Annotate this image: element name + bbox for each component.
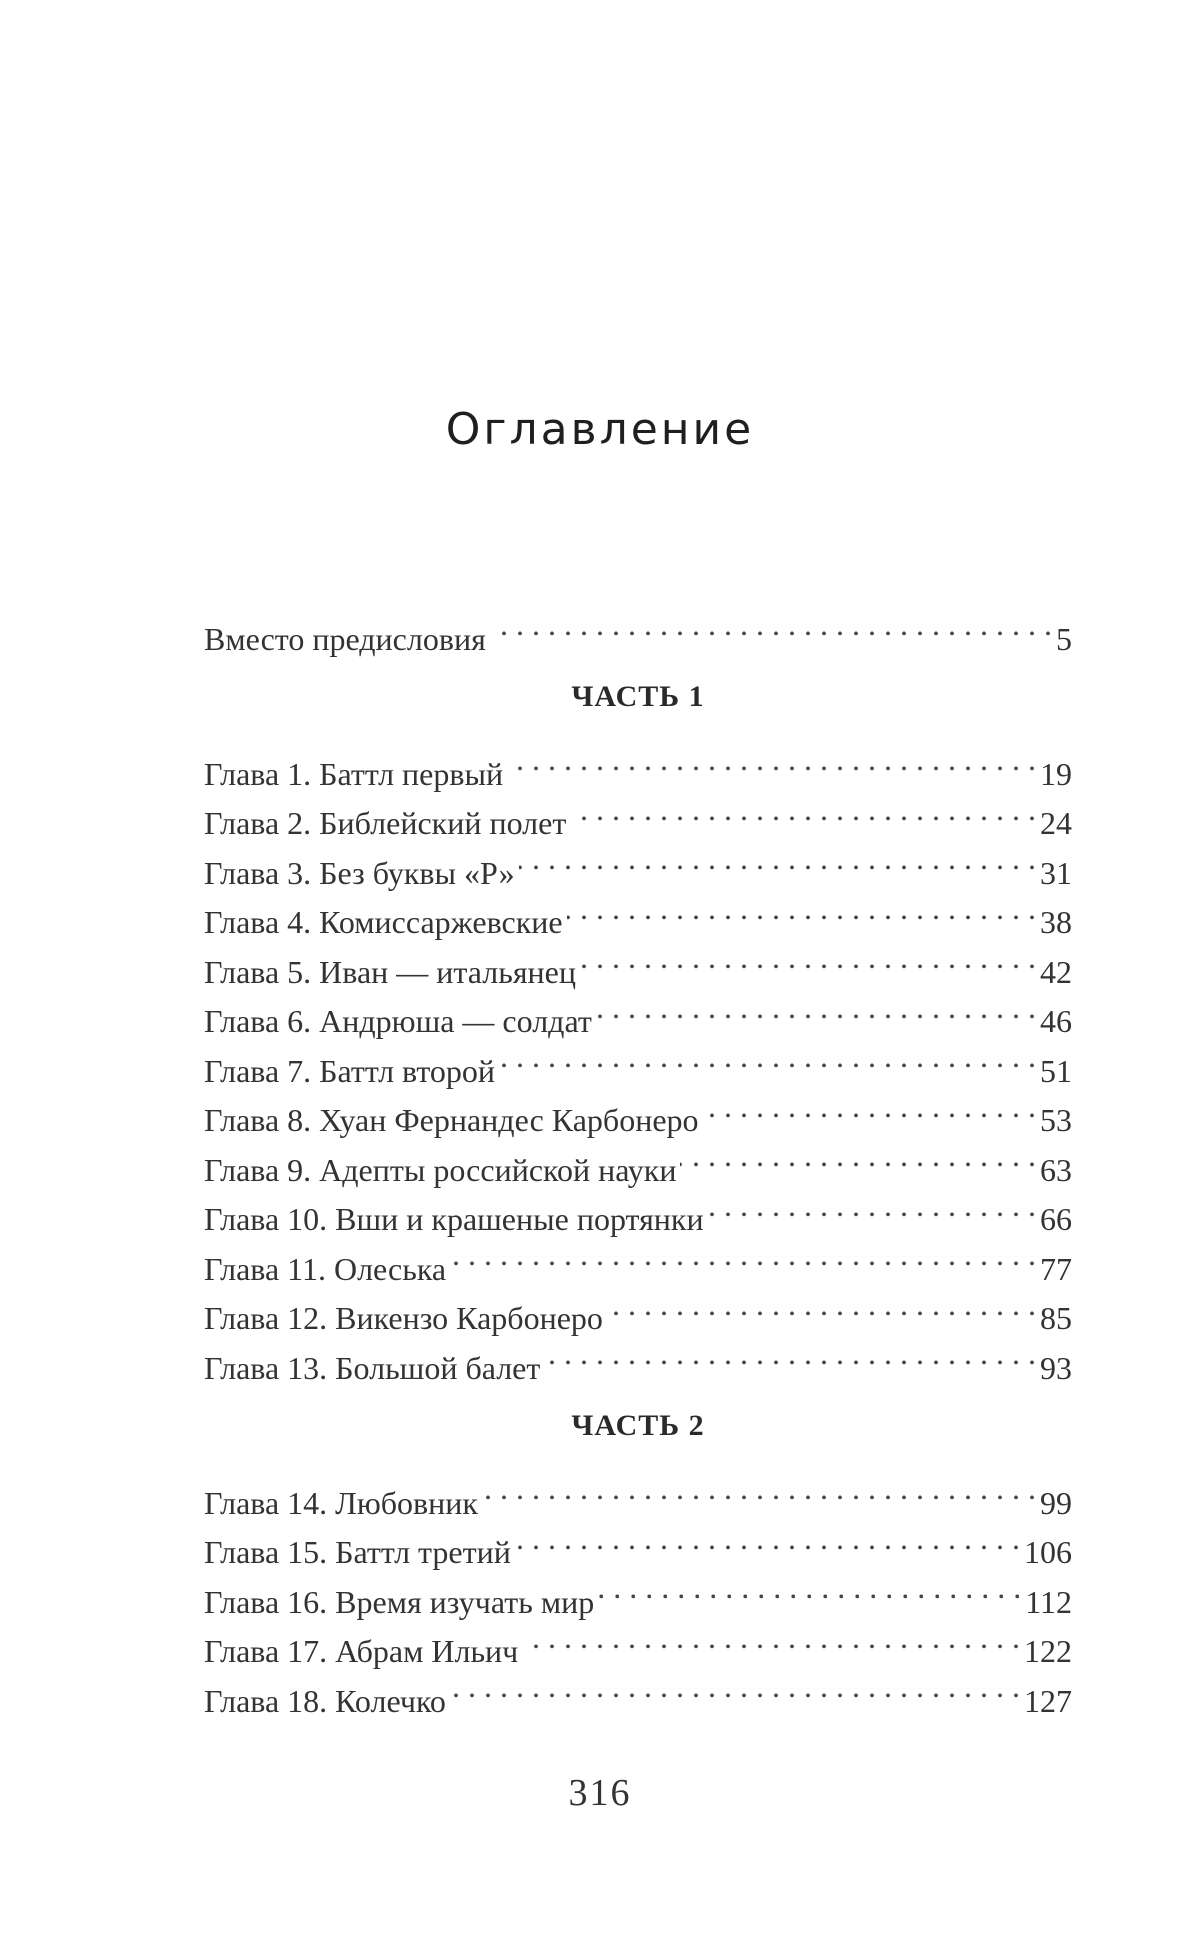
entry-label: Глава 17. Абрам Ильич	[204, 1633, 519, 1669]
entry-label: Глава 3. Без буквы «Р»	[204, 854, 515, 891]
entry-page: 31	[1040, 854, 1072, 891]
entry-label: Глава 18. Колечко	[204, 1682, 446, 1719]
dot-leader	[596, 983, 1036, 1033]
entry-page: 66	[1040, 1201, 1072, 1237]
dot-leader	[703, 1082, 1036, 1132]
entry-page: 46	[1040, 1003, 1072, 1039]
entry-label: Глава 12. Викензо Карбонеро	[204, 1300, 603, 1336]
dot-leader	[607, 1280, 1036, 1330]
entry-label: Глава 6. Андрюша — солдат	[204, 1003, 592, 1039]
dot-leader	[507, 735, 1036, 785]
entry-label: Глава 5. Иван — итальянец	[204, 953, 576, 990]
entry-page: 63	[1040, 1151, 1072, 1188]
dot-leader	[515, 1514, 1020, 1564]
entry-page: 112	[1025, 1583, 1072, 1620]
entry-page: 5	[1056, 620, 1072, 657]
entry-label: Глава 7. Баттл второй	[204, 1052, 496, 1089]
dot-leader	[522, 1613, 1020, 1663]
dot-leader	[490, 600, 1052, 650]
entry-page: 122	[1024, 1633, 1072, 1669]
toc-title: Оглавление	[445, 404, 755, 455]
dot-leader	[680, 1131, 1036, 1181]
page-number: 316	[568, 1772, 632, 1814]
entry-label: Глава 2. Библейский полет	[204, 805, 567, 841]
entry-label: Вместо предисловия	[204, 620, 486, 657]
entry-label: Глава 13. Большой балет	[204, 1349, 541, 1386]
entry-label: Глава 10. Вши и крашеные портянки	[204, 1201, 704, 1237]
entry-page: 42	[1040, 953, 1072, 990]
dot-leader	[567, 884, 1036, 934]
toc-entry	[204, 1464, 1072, 1521]
dot-leader	[499, 1032, 1036, 1082]
entry-label: Глава 1. Баттл первый	[204, 755, 504, 792]
entry-page: 127	[1024, 1682, 1072, 1719]
dot-leader	[519, 834, 1036, 884]
dot-leader	[544, 1329, 1036, 1379]
entry-page: 24	[1040, 805, 1072, 841]
entry-page: 51	[1040, 1052, 1072, 1089]
dot-leader	[450, 1662, 1020, 1712]
entry-label: Глава 11. Олеська	[204, 1250, 447, 1287]
toc-entry	[204, 735, 1072, 792]
dot-leader	[570, 785, 1036, 835]
entry-page: 93	[1040, 1349, 1072, 1386]
dot-leader	[450, 1230, 1036, 1280]
entry-page: 38	[1040, 904, 1072, 940]
entry-page: 19	[1040, 755, 1072, 792]
dot-leader	[708, 1181, 1036, 1231]
dot-leader	[598, 1563, 1021, 1613]
entry-page: 85	[1040, 1300, 1072, 1336]
entry-label: Глава 4. Комиссаржевские	[204, 904, 563, 940]
entry-page: 53	[1040, 1102, 1072, 1138]
entry-label: Глава 15. Баттл третий	[204, 1534, 511, 1570]
entry-label: Глава 16. Время изучать мир	[204, 1583, 595, 1620]
entry-label: Глава 8. Хуан Фернандес Карбонеро	[204, 1102, 699, 1138]
dot-leader	[482, 1464, 1036, 1514]
part-heading: ЧАСТЬ 2	[571, 1408, 705, 1442]
entry-page: 106	[1024, 1534, 1072, 1570]
dot-leader	[580, 933, 1036, 983]
toc-entry-foreword	[204, 600, 1072, 657]
entry-label: Глава 9. Адепты российской науки	[204, 1151, 677, 1188]
entry-label: Глава 14. Любовник	[204, 1484, 478, 1521]
part-heading: ЧАСТЬ 1	[571, 679, 705, 713]
table-of-contents	[204, 600, 1072, 1719]
entry-page: 77	[1040, 1250, 1072, 1287]
entry-page: 99	[1040, 1484, 1072, 1521]
